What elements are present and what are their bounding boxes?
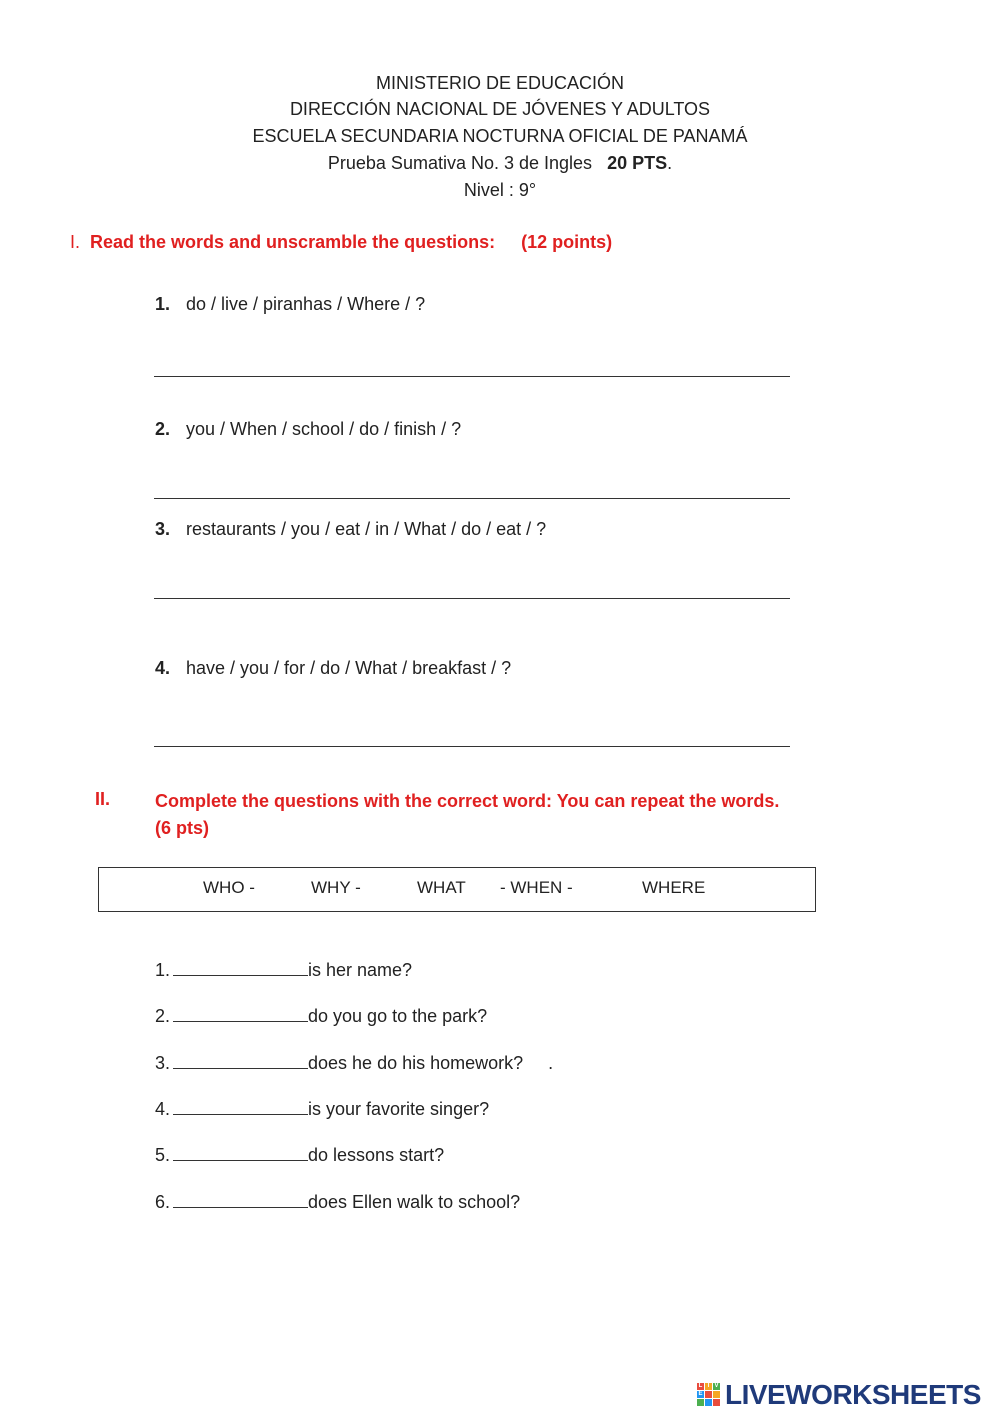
- question-2: [155, 418, 461, 440]
- fill-item-number: 6.: [155, 1192, 171, 1212]
- fill-item-number: 2.: [155, 1006, 171, 1026]
- logo-letter: E: [698, 1391, 703, 1397]
- question-number: 2.: [155, 419, 171, 439]
- logo-cell: [705, 1399, 712, 1406]
- word-bank-when: - WHEN -: [500, 878, 573, 897]
- test-name: Prueba Sumativa No. 3 de Ingles: [327, 153, 593, 173]
- question-1: [155, 293, 425, 315]
- fill-blank[interactable]: [173, 1143, 308, 1161]
- header-ministry: MINISTERIO DE EDUCACIÓN: [375, 73, 625, 93]
- question-number: 3.: [155, 519, 171, 539]
- logo-cell: [713, 1399, 720, 1406]
- header-direction: DIRECCIÓN NACIONAL DE JÓVENES Y ADULTOS: [289, 99, 711, 119]
- fill-item-4: [155, 1097, 489, 1120]
- section2-title: [155, 788, 875, 842]
- word-bank-why: WHY -: [311, 878, 361, 897]
- answer-line-1[interactable]: [154, 376, 790, 377]
- section1-number: I.: [70, 232, 81, 252]
- logo-letter: L: [698, 1383, 703, 1389]
- answer-line-3[interactable]: [154, 598, 790, 599]
- word-bank-what: WHAT: [417, 878, 466, 897]
- question-number: 1.: [155, 294, 171, 314]
- test-title-period: .: [667, 153, 673, 173]
- question-3: [155, 518, 546, 540]
- header-level: Nivel : 9°: [463, 180, 537, 200]
- fill-item-text: is her name?: [308, 960, 413, 980]
- fill-item-text: does Ellen walk to school?: [308, 1192, 521, 1212]
- header-test-title: [0, 152, 1000, 174]
- logo-text: LIVEWORKSHEETS: [725, 1379, 981, 1410]
- section2-number: II.: [95, 789, 111, 809]
- fill-item-3: [155, 1051, 553, 1074]
- logo-mark-icon: [697, 1383, 721, 1407]
- header-school: ESCUELA SECUNDARIA NOCTURNA OFICIAL DE PANAMÁ: [252, 126, 748, 146]
- logo-cell: [713, 1391, 720, 1398]
- fill-item-text: does he do his homework? .: [308, 1053, 554, 1073]
- fill-item-2: [155, 1004, 487, 1027]
- test-points: 20 PTS: [607, 153, 668, 173]
- question-4: [155, 657, 511, 679]
- fill-blank[interactable]: [173, 1097, 308, 1115]
- section1-points: (12 points): [521, 232, 613, 252]
- fill-item-number: 1.: [155, 960, 171, 980]
- fill-item-6: [155, 1190, 520, 1213]
- logo-cell: [705, 1391, 712, 1398]
- word-bank-where: WHERE: [642, 878, 706, 897]
- fill-blank[interactable]: [173, 1004, 308, 1022]
- fill-item-text: is your favorite singer?: [308, 1099, 490, 1119]
- word-bank-box: [98, 867, 816, 912]
- fill-item-number: 4.: [155, 1099, 171, 1119]
- section2-title-line1: Complete the questions with the correct word: You can repeat the words.: [155, 791, 780, 811]
- fill-item-number: 5.: [155, 1145, 171, 1165]
- fill-item-text: do lessons start?: [308, 1145, 445, 1165]
- question-text: have / you / for / do / What / breakfast / ?: [186, 658, 512, 678]
- logo-letter: V: [714, 1383, 719, 1389]
- fill-blank[interactable]: [173, 958, 308, 976]
- fill-item-1: [155, 958, 412, 981]
- fill-item-number: 3.: [155, 1053, 171, 1073]
- fill-blank[interactable]: [173, 1190, 308, 1208]
- logo-letter: I: [705, 1383, 712, 1390]
- answer-line-2[interactable]: [154, 498, 790, 499]
- answer-line-4[interactable]: [154, 746, 790, 747]
- word-bank-who: WHO -: [203, 878, 255, 897]
- logo-cell: [697, 1399, 704, 1406]
- question-text: restaurants / you / eat / in / What / do / eat / ?: [186, 519, 547, 539]
- section1-title: Read the words and unscramble the questions:: [90, 232, 496, 252]
- question-number: 4.: [155, 658, 171, 678]
- question-text: do / live / piranhas / Where / ?: [186, 294, 426, 314]
- question-text: you / When / school / do / finish / ?: [186, 419, 462, 439]
- fill-item-text: do you go to the park?: [308, 1006, 488, 1026]
- section1-heading: [70, 231, 612, 253]
- fill-blank[interactable]: [173, 1051, 308, 1069]
- fill-item-5: [155, 1143, 444, 1166]
- section2-title-line2: (6 pts): [155, 818, 209, 838]
